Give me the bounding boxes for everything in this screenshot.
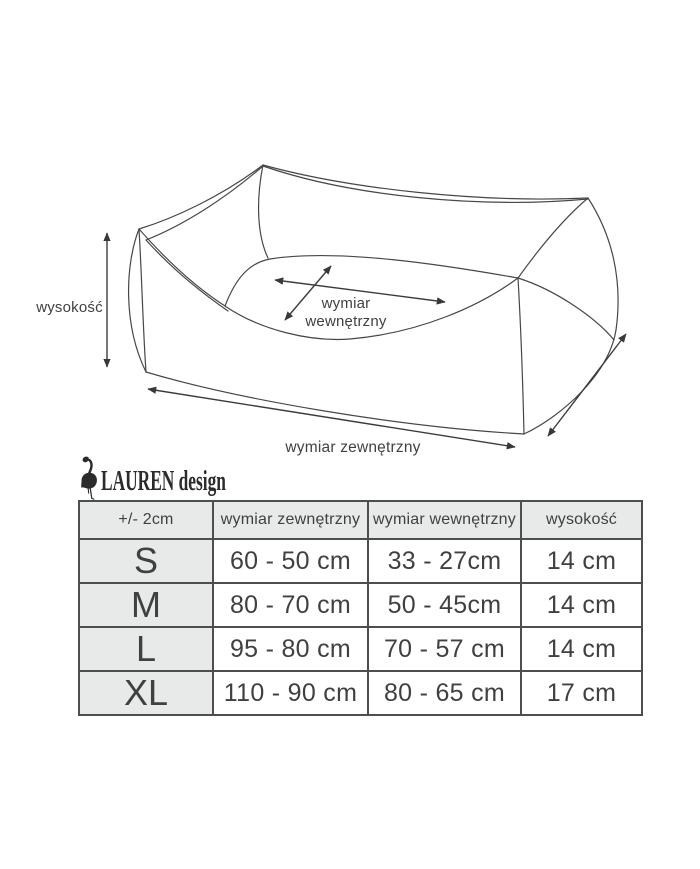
table-row	[79, 671, 642, 715]
outer-dimension-cell: 110 - 90 cm	[213, 671, 368, 715]
table-header-inner: wymiar wewnętrzny	[368, 501, 521, 539]
height-cell: 14 cm	[521, 583, 642, 627]
inner-dimension-cell: 80 - 65 cm	[368, 671, 521, 715]
height-cell: 17 cm	[521, 671, 642, 715]
size-cell: M	[79, 583, 213, 627]
table-row	[79, 627, 642, 671]
height-cell: 14 cm	[521, 627, 642, 671]
dimension-arrows	[107, 233, 626, 447]
table-header-tolerance: +/- 2cm	[79, 501, 213, 539]
inner-dimension-cell: 70 - 57 cm	[368, 627, 521, 671]
outer-dimension-cell: 80 - 70 cm	[213, 583, 368, 627]
size-cell: S	[79, 539, 213, 583]
inner-dimension-cell: 33 - 27cm	[368, 539, 521, 583]
brand-logo	[101, 462, 302, 502]
outer-dimension-cell: 60 - 50 cm	[213, 539, 368, 583]
table-row	[79, 539, 642, 583]
inner-dimension-label	[266, 295, 426, 331]
inner-dimension-label-line1: wymiar	[321, 295, 371, 312]
height-dimension-label: wysokość	[36, 299, 103, 316]
table-header-row	[79, 501, 642, 539]
depth-arrow	[548, 334, 626, 436]
inner-dimension-cell: 50 - 45cm	[368, 583, 521, 627]
table-header-height: wysokość	[521, 501, 642, 539]
inner-dimension-label-line2: wewnętrzny	[305, 313, 387, 330]
size-cell: XL	[79, 671, 213, 715]
height-cell: 14 cm	[521, 539, 642, 583]
size-cell: L	[79, 627, 213, 671]
outer-dimension-label: wymiar zewnętrzny	[285, 439, 421, 456]
table-row	[79, 583, 642, 627]
size-table	[78, 500, 643, 716]
flamingo-icon	[81, 457, 97, 500]
outer-dimension-cell: 95 - 80 cm	[213, 627, 368, 671]
brand-name: LAUREN design	[101, 466, 226, 497]
table-header-outer: wymiar zewnętrzny	[213, 501, 368, 539]
